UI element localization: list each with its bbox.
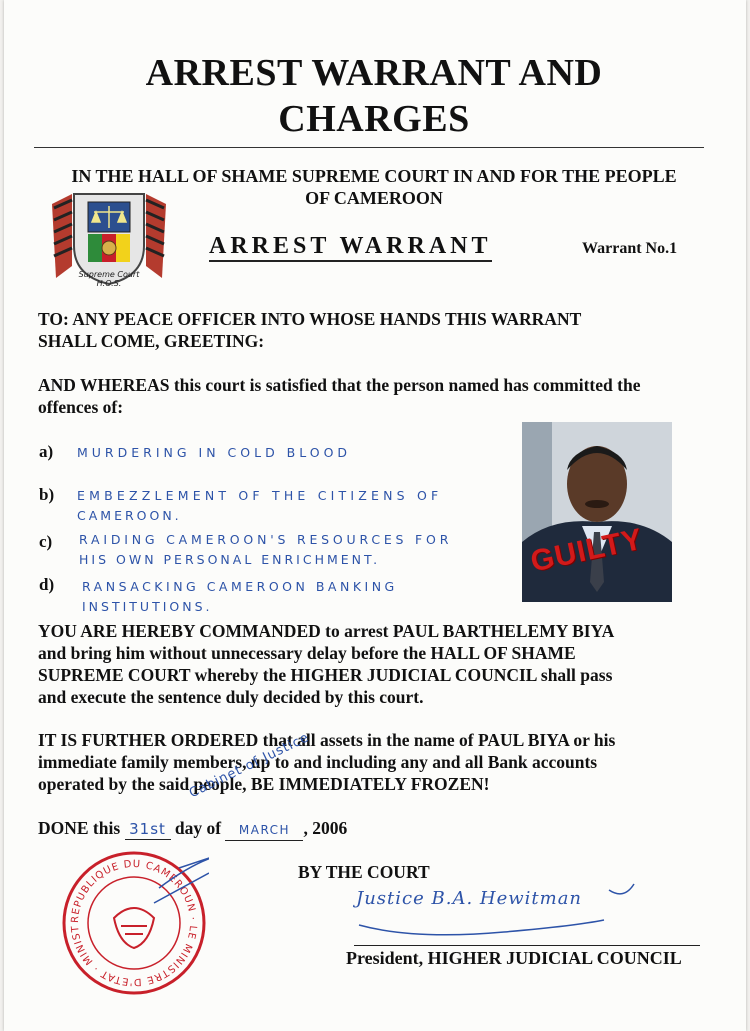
whereas-paragraph: AND WHEREAS this court is satisfied that the person named has committed the offences of: [38,375,641,417]
arrest-warrant-heading: ARREST WARRANT [209,232,492,262]
court-emblem: Supreme Court H.O.S. [44,186,174,288]
suspect-photo [522,422,672,602]
by-the-court: BY THE COURT [298,862,430,882]
offence-label-b: b) [39,485,55,504]
done-month: MARCH [225,820,303,841]
guilty-stamp: GUILTY [527,522,646,579]
document-title [4,50,744,142]
done-line: DONE this 31st day of MARCH , 2006 [38,817,347,841]
done-day: 31st [125,819,171,840]
title-divider [34,147,704,148]
signature-line [354,945,700,946]
seal-icon [59,848,209,998]
offence-label-d: d) [39,575,55,594]
seal-text: REPUBLIQUE DU CAMEROUN · LE MINISTRE D'ETAT · MINIST [69,858,199,988]
court-heading: IN THE HALL OF SHAME SUPREME COURT IN AND FOR THE PEOPLE OF CAMEROON [71,166,677,208]
offence-label-a: a) [39,442,54,461]
title-line-1: ARREST WARRANT AND [145,52,603,94]
president-title: President, HIGHER JUDICIAL COUNCIL [346,948,682,968]
judge-signature: Justice B.A. Hewitman [356,888,583,909]
offence-b: EMBEZZLEMENT OF THE CITIZENS OF CAMEROON. [77,488,443,523]
offence-label-c: c) [39,532,53,551]
offence-c: RAIDING CAMEROON'S RESOURCES FOR HIS OWN PERSONAL ENRICHMENT. [79,532,453,567]
to-paragraph: TO: ANY PEACE OFFICER INTO WHOSE HANDS THIS WARRANT SHALL COME, GREETING: [38,309,582,351]
ordered-paragraph: IT IS FURTHER ORDERED that all assets in the name of PAUL BIYA or his immediate family members, up to and including any and all Bank accounts operated by the said people, BE IMMEDIATELY FROZEN! [38,730,616,794]
official-seal [59,848,209,998]
warrant-document [4,0,746,1031]
command-paragraph: YOU ARE HEREBY COMMANDED to arrest PAUL BARTHELEMY BIYA and bring him without unnecessary delay before the HALL OF SHAME SUPREME COURT whereby the HIGHER JUDICIAL COUNCIL shall pass and execute the sentence duly decided by this court. [38,621,615,707]
offence-d: RANSACKING CAMEROON BANKING INSTITUTIONS. [82,579,398,614]
warrant-number: Warrant No.1 [582,240,678,257]
seal-signature: Cabinet of Justice [186,730,312,802]
title-line-2: CHARGES [278,98,470,140]
signature-flourish-icon [354,880,654,950]
offence-a: MURDERING IN COLD BLOOD [77,445,352,460]
